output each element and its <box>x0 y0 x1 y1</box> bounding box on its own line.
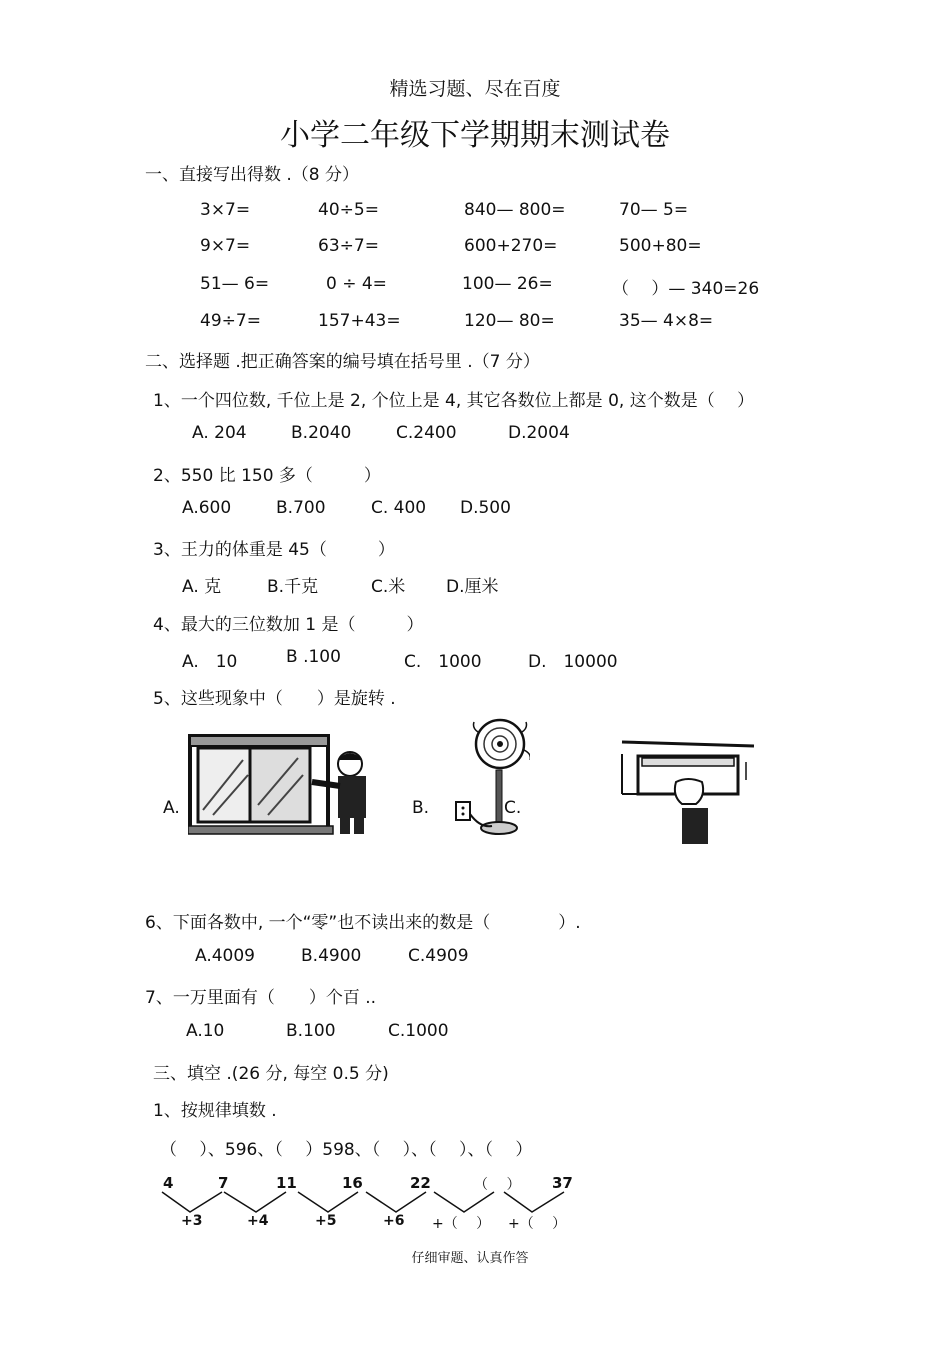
calc-item: 3×7= <box>200 200 251 220</box>
section-3-heading: 三、填空 .(26 分, 每空 0.5 分) <box>153 1064 389 1084</box>
window-sliding-illustration <box>188 730 378 840</box>
pattern-step: +3 <box>181 1213 203 1229</box>
option: C.米 <box>371 577 406 597</box>
pattern-step: +6 <box>383 1213 405 1229</box>
option: C.2400 <box>396 423 457 443</box>
question-2: 2、550 比 150 多（ ） <box>153 466 381 486</box>
pattern-blank: （ ） <box>474 1177 521 1193</box>
question-7: 7、一万里面有（ ）个百 .. <box>145 988 377 1008</box>
option: A.4009 <box>195 946 255 966</box>
option: D.2004 <box>508 423 570 443</box>
pattern-step: +5 <box>315 1213 337 1229</box>
calc-item: （ ）— 340=26 <box>612 279 760 299</box>
calc-item: 157+43= <box>318 311 401 331</box>
calc-item: 63÷7= <box>318 236 379 256</box>
pattern-step: +（ ） <box>432 1216 491 1232</box>
option: D. 10000 <box>528 652 618 672</box>
page-title: 小学二年级下学期期末测试卷 <box>280 118 670 153</box>
option: B.2040 <box>291 423 352 443</box>
option: A.10 <box>186 1021 225 1041</box>
calc-item: 500+80= <box>619 236 702 256</box>
question-3-1: 1、按规律填数 . <box>153 1101 277 1121</box>
image-label-c: C. <box>504 798 522 818</box>
option: A. 10 <box>182 652 238 672</box>
question-3: 3、王力的体重是 45（ ） <box>153 540 395 560</box>
calc-item: 100— 26= <box>462 274 553 294</box>
question-4: 4、最大的三位数加 1 是（ ） <box>153 615 424 635</box>
page-header: 精选习题、尽在百度 <box>389 78 561 100</box>
option: C. 1000 <box>404 652 482 672</box>
option: A. 204 <box>192 423 247 443</box>
option: D.厘米 <box>446 577 499 597</box>
section-2-heading: 二、选择题 .把正确答案的编号填在括号里 .（7 分） <box>145 352 540 372</box>
pattern-number: 11 <box>276 1174 297 1192</box>
image-label-a: A. <box>163 798 180 818</box>
option: A.600 <box>182 498 232 518</box>
page-footer: 仔细审题、认真作答 <box>411 1251 529 1266</box>
image-label-b: B. <box>412 798 430 818</box>
option: B.700 <box>276 498 326 518</box>
option: A. 克 <box>182 577 222 597</box>
pattern-number: 4 <box>163 1174 174 1192</box>
question-6: 6、下面各数中, 一个“零”也不读出来的数是（ ）. <box>145 913 581 933</box>
pattern-number: 37 <box>552 1174 573 1192</box>
pattern-step: +4 <box>247 1213 269 1229</box>
option: B.4900 <box>301 946 362 966</box>
option: B.100 <box>286 1021 336 1041</box>
calc-item: 40÷5= <box>318 200 379 220</box>
calc-item: 120— 80= <box>464 311 555 331</box>
calc-item: 51— 6= <box>200 274 270 294</box>
calc-item: 70— 5= <box>619 200 689 220</box>
section-1-heading: 一、直接写出得数 .（8 分） <box>145 165 360 185</box>
option: C.4909 <box>408 946 469 966</box>
option: B .100 <box>286 647 341 667</box>
calc-item: 600+270= <box>464 236 558 256</box>
calc-item: 0 ÷ 4= <box>326 274 387 294</box>
question-5: 5、这些现象中（ ）是旋转 . <box>153 689 396 709</box>
question-1: 1、一个四位数, 千位上是 2, 个位上是 4, 其它各数位上都是 0, 这个数是（ ） <box>153 391 755 411</box>
pattern-number: 16 <box>342 1174 363 1192</box>
pattern-step: +（ ） <box>508 1216 567 1232</box>
calc-item: 35— 4×8= <box>619 311 714 331</box>
electric-fan-illustration <box>450 714 530 840</box>
calc-item: 49÷7= <box>200 311 261 331</box>
option: C.1000 <box>388 1021 449 1041</box>
calc-item: 840— 800= <box>464 200 566 220</box>
option: C. 400 <box>371 498 427 518</box>
drawer-pulling-illustration <box>620 736 756 848</box>
number-sequence: （ ）、596、（ ）598、（ ）、（ ）、（ ） <box>160 1140 533 1160</box>
option: D.500 <box>460 498 511 518</box>
pattern-number: 7 <box>218 1174 229 1192</box>
calc-item: 9×7= <box>200 236 251 256</box>
pattern-number: 22 <box>410 1174 431 1192</box>
option: B.千克 <box>267 577 319 597</box>
